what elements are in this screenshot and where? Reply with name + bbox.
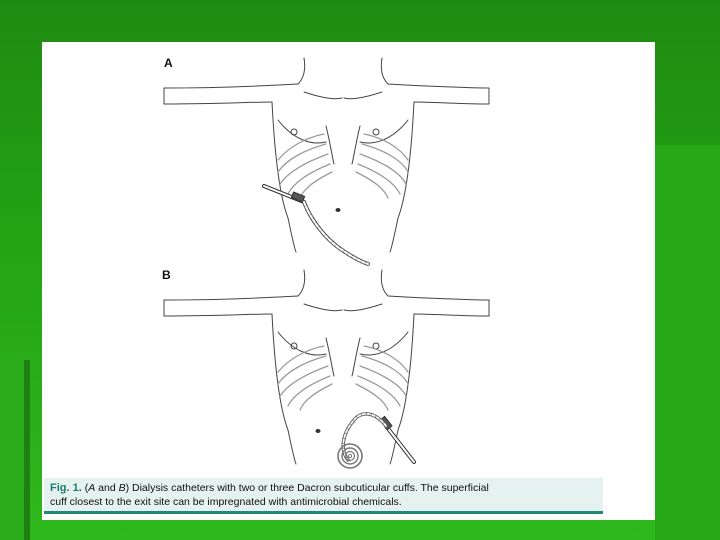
catheter-illustration [42,42,655,478]
ribcage-b [278,346,408,410]
background-band-right [655,145,720,540]
caption-b-italic: B [118,482,126,494]
catheter-b [338,414,414,468]
ribcage-a [278,134,408,198]
caption-text-open: ( [84,482,89,494]
panel-a-label: A [164,56,173,70]
caption-fig-number: Fig. 1. [50,482,82,494]
figure-panel [42,42,655,520]
panel-b-label: B [162,268,171,282]
background-band-left-edge [24,360,30,540]
caption-text-and: and [95,482,119,494]
caption-a-italic: A [88,482,96,494]
catheter-a [264,186,368,264]
caption-text-line2: cuff closest to the exit site can be impregnated with antimicrobial chemicals. [50,496,402,508]
caption-text-line1: ) Dialysis catheters with two or three Dacron subcuticular cuffs. The superficial [125,482,489,494]
figure-caption [44,478,603,514]
